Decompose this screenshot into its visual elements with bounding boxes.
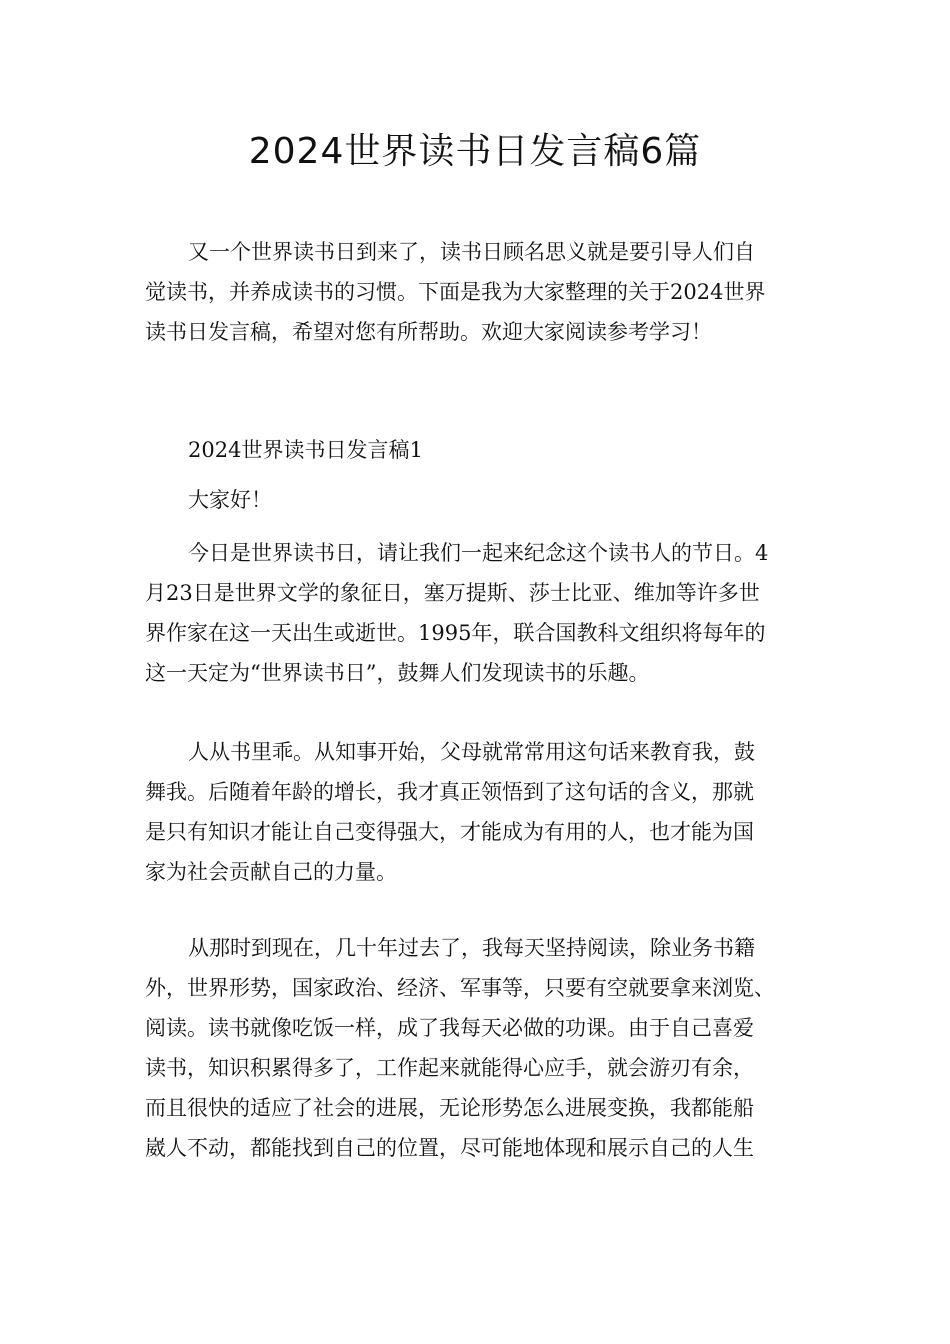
paragraph-line: 而且很快的适应了社会的进展，无论形势怎么进展变换，我都能船 [145,1096,754,1120]
paragraph-line: 今日是世界读书日，请让我们一起来纪念这个读书人的节日。4 [188,541,769,565]
body-paragraph-2 [145,732,815,892]
paragraph-line: 从那时到现在，几十年过去了，我每天坚持阅读，除业务书籍 [188,936,755,960]
paragraph-line: 舞我。后随着年龄的增长，我才真正领悟到了这句话的含义，那就 [145,780,754,804]
intro-paragraph [145,232,815,352]
section-heading-text: 2024世界读书日发言稿1 [188,438,423,462]
document-title: 2024世界读书日发言稿6篇 [248,131,702,172]
paragraph-line: 人从书里乖。从知事开始，父母就常常用这句话来教育我，鼓 [188,740,755,764]
paragraph-line: 界作家在这一天出生或逝世。1995年，联合国教科文组织将每年的 [145,621,766,645]
greeting [145,480,815,520]
paragraph-line: 家为社会贡献自己的力量。 [145,860,397,884]
paragraph-line: 读书，知识积累得多了，工作起来就能得心应手，就会游刃有余， [145,1056,754,1080]
paragraph-line: 外，世界形势，国家政治、经济、军事等，只要有空就要拿来浏览、 [145,976,775,1000]
paragraph-line: 崴人不动，都能找到自己的位置，尽可能地体现和展示自己的人生 [145,1136,754,1160]
paragraph-line: 阅读。读书就像吃饭一样，成了我每天必做的功课。由于自己喜爱 [145,1016,754,1040]
paragraph-line: 又一个世界读书日到来了，读书日顾名思义就是要引导人们自 [188,240,755,264]
section-heading [145,430,815,470]
paragraph-line: 读书日发言稿，希望对您有所帮助。欢迎大家阅读参考学习！ [145,320,712,344]
body-paragraph-1 [145,533,815,693]
paragraph-line: 是只有知识才能让自己变得强大，才能成为有用的人，也才能为国 [145,820,754,844]
paragraph-line: 这一天定为“世界读书日”，鼓舞人们发现读书的乐趣。 [145,661,650,685]
greeting-text: 大家好！ [188,488,272,512]
paragraph-line: 月23日是世界文学的象征日，塞万提斯、莎士比亚、维加等许多世 [145,581,760,605]
body-paragraph-3 [145,928,815,1168]
paragraph-line: 觉读书，并养成读书的习惯。下面是我为大家整理的关于2024世界 [145,280,766,304]
